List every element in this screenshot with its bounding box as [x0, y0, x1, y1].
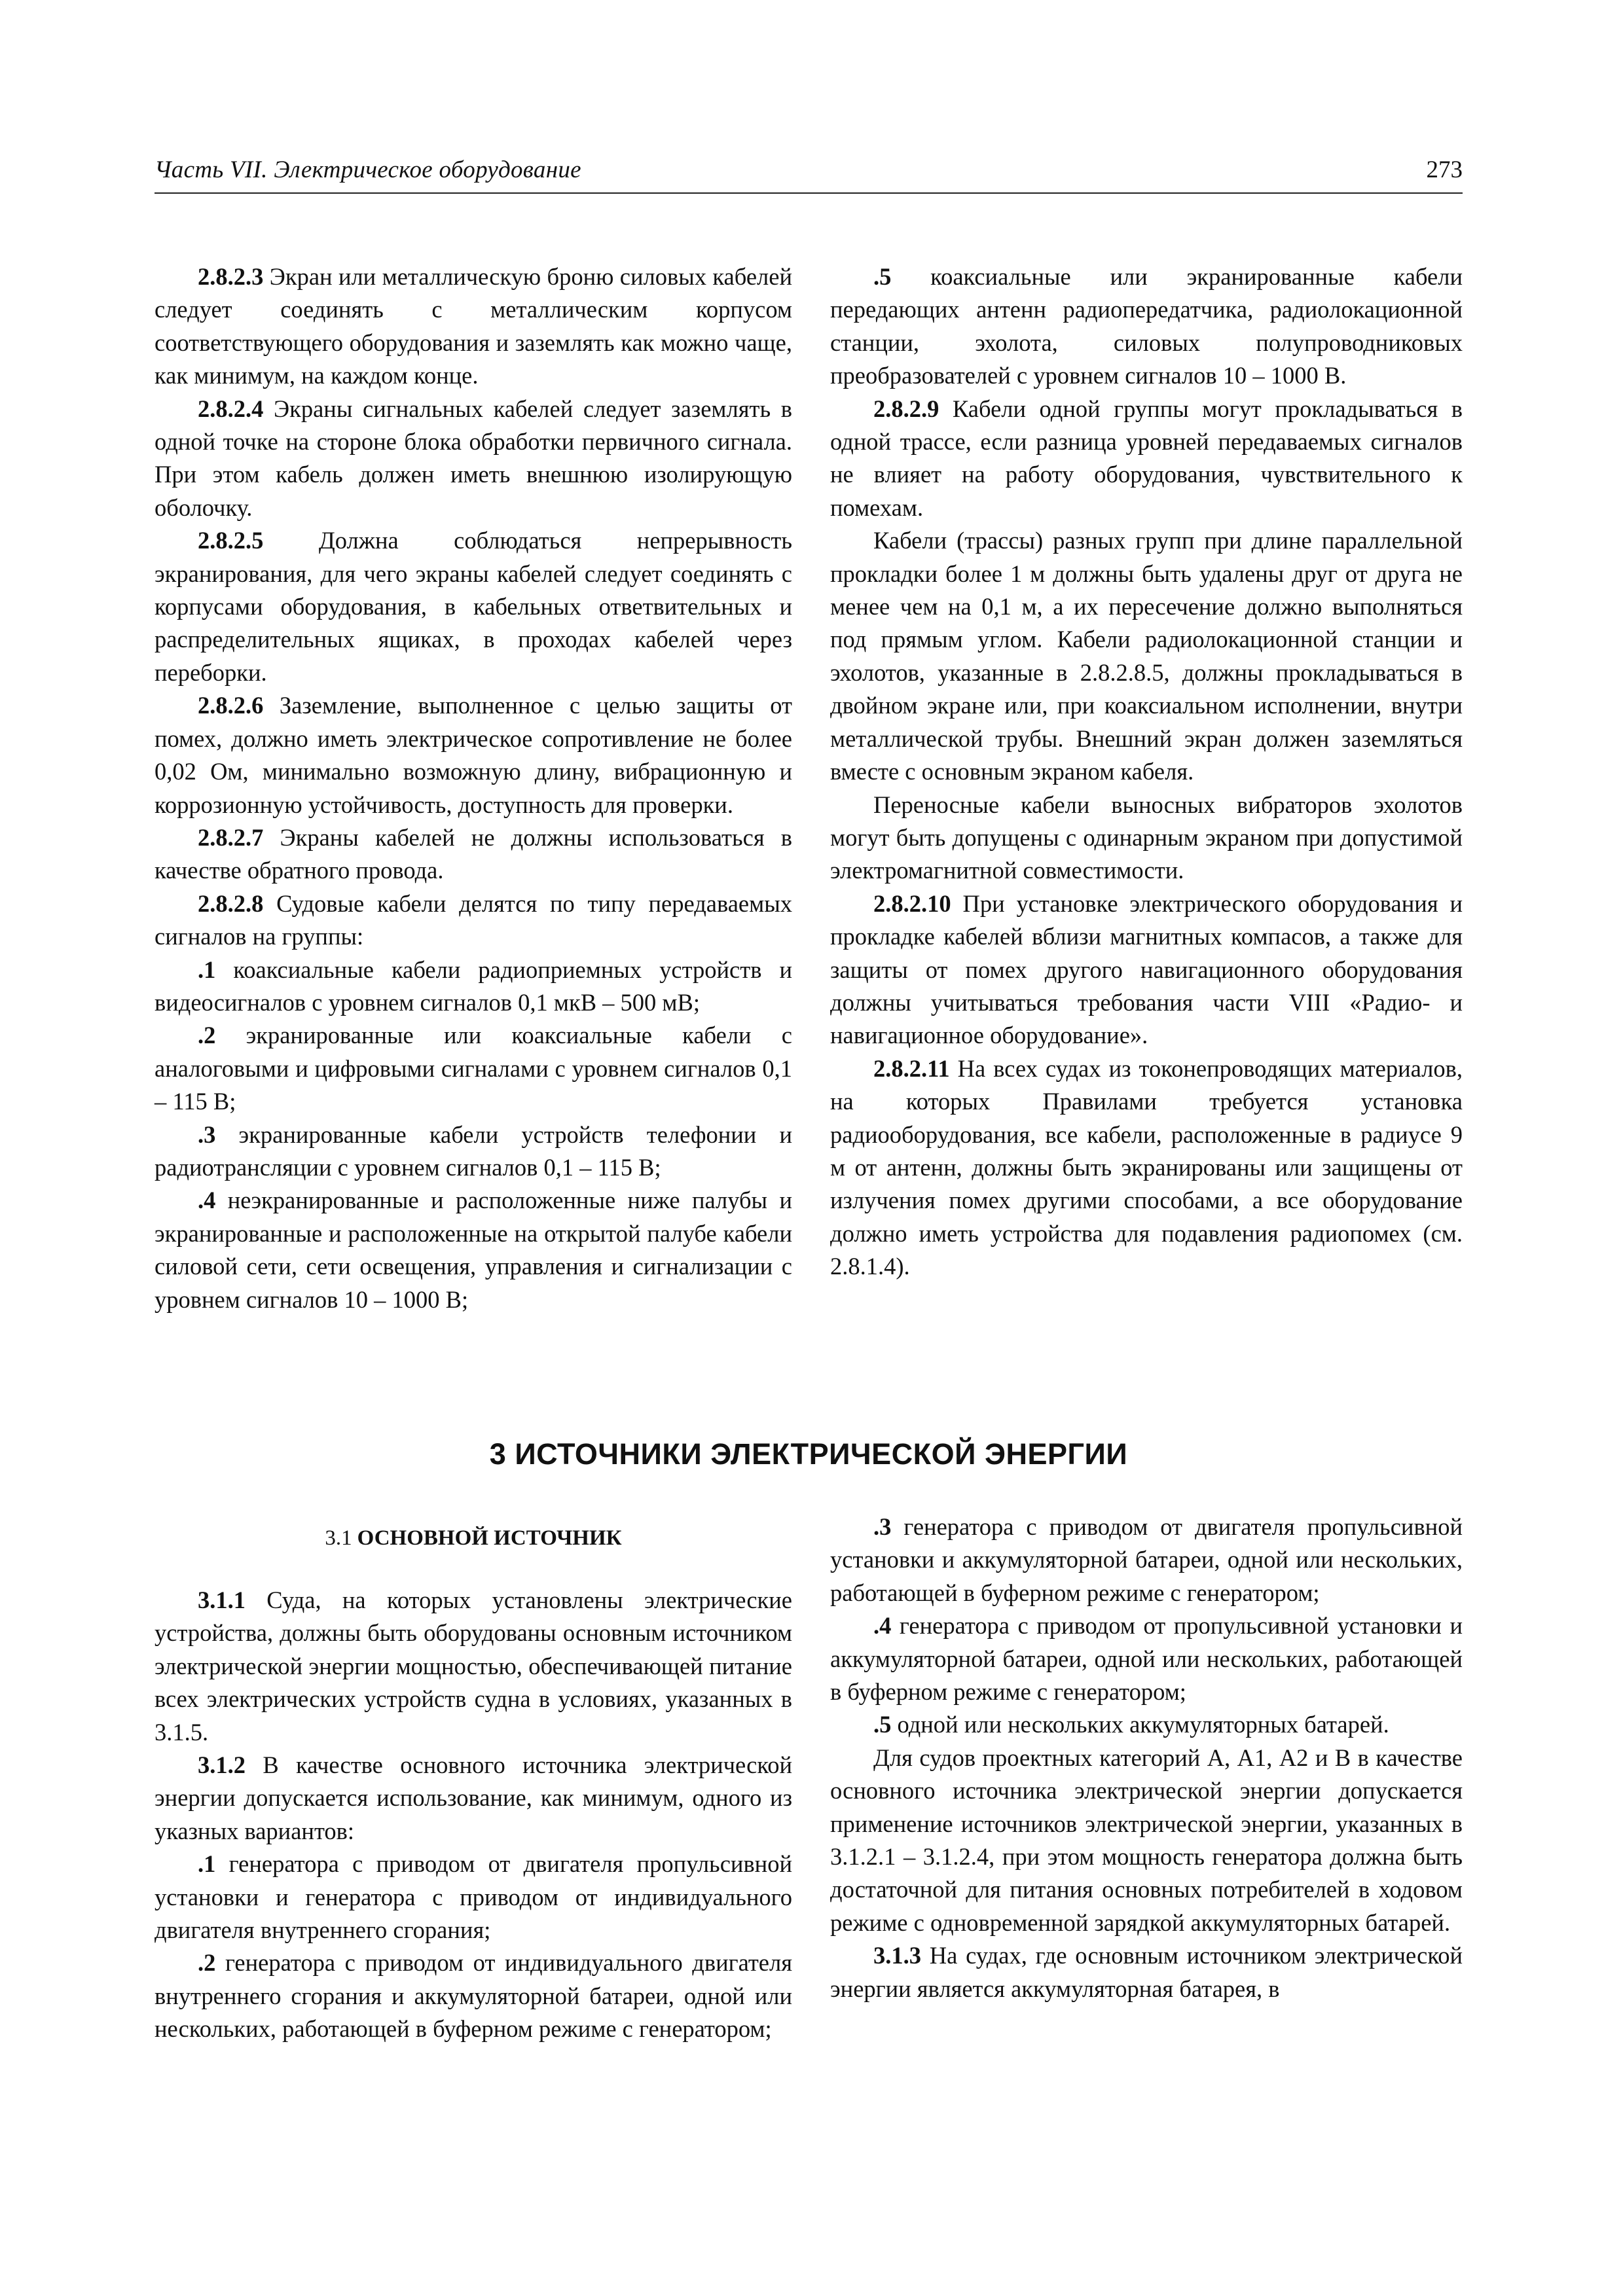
clause-number: 2.8.2.5: [198, 527, 264, 554]
item-number: .5: [873, 263, 892, 290]
clause-number: 3.1.2: [198, 1751, 246, 1779]
paragraph-text: коаксиальные кабели радиоприемных устройств и видеосигналов с уровнем сигналов 0,1 мкВ – 500 мВ;: [155, 956, 792, 1016]
paragraph-text: неэкранированные и расположенные ниже палубы и экранированные и расположенные на открытой палубе кабели силовой сети, сети освещения, управления и сигнализации с уровнем сигналов 10 – 1000 В;: [155, 1187, 792, 1313]
paragraph: [155, 689, 792, 821]
subsection-title: ОСНОВНОЙ ИСТОЧНИК: [357, 1526, 622, 1550]
paragraph-text: одной или нескольких аккумуляторных батарей.: [891, 1711, 1389, 1738]
list-item: [830, 1708, 1463, 1741]
paragraph-text: генератора с приводом от двигателя пропульсивной установки и генератора с приводом от индивидуального двигателя внутреннего сгорания;: [155, 1850, 792, 1944]
list-item: [155, 1119, 792, 1185]
clause-number: 2.8.2.11: [873, 1054, 950, 1082]
paragraph-text: генератора с приводом от пропульсивной установки и аккумуляторной батареи, одной или нескольких, работающей в буферном режиме с генератором;: [830, 1612, 1463, 1706]
header-title: Часть VII. Электрическое оборудование: [155, 156, 581, 183]
paragraph-text: В качестве основного источника электрической энергии допускается использование, как минимум, одного из указных вариантов:: [155, 1751, 792, 1844]
paragraph-text: Суда, на которых установлены электрические устройства, должны быть оборудованы основным источником электрической энергии мощностью, обеспечивающей питание всех электрических устройств судна в условиях, указанных в 3.1.5.: [155, 1587, 792, 1746]
paragraph-text: экранированные кабели устройств телефонии и радиотрансляции с уровнем сигналов 0,1 – 115 В;: [155, 1121, 792, 1181]
paragraph: [830, 524, 1463, 788]
clause-number: 2.8.2.3: [198, 263, 264, 290]
clause-number: 3.1.3: [873, 1942, 921, 1969]
clause-number: 2.8.2.7: [198, 823, 264, 851]
paragraph: [155, 260, 792, 393]
paragraph-text: генератора с приводом от индивидуального двигателя внутреннего сгорания и аккумуляторной батареи, одной или нескольких, работающей в буферном режиме с генератором;: [155, 1949, 792, 2043]
item-number: .2: [198, 1022, 216, 1049]
item-number: .4: [873, 1612, 892, 1640]
paragraph-text: Для судов проектных категорий А, А1, А2 и В в качестве основного источника электрической энергии допускается применение источников электрической энергии, указанных в 3.1.2.1 – 3.1.2.4, при этом мощность генератора должна быть достаточной для питания основных потребителей в ходовом режиме с одновременной зарядкой аккумуляторных батарей.: [830, 1744, 1463, 1936]
item-number: .4: [198, 1187, 216, 1214]
paragraph: [155, 888, 792, 954]
list-item: [830, 1511, 1463, 1609]
paragraph-text: коаксиальные или экранированные кабели передающих антенн радиопередатчика, радиолокационной станции, эхолота, силовых полупроводниковых преобразователей с уровнем сигналов 10 – 1000 В.: [830, 263, 1463, 389]
column-right-bottom: [830, 1511, 1463, 2005]
paragraph-text: Судовые кабели делятся по типу передаваемых сигналов на группы:: [155, 889, 792, 950]
item-number: .3: [873, 1513, 892, 1540]
paragraph: [155, 524, 792, 689]
clause-number: 2.8.2.10: [873, 889, 951, 917]
paragraph: [155, 1584, 792, 1749]
paragraph-text: На судах, где основным источником электрической энергии является аккумуляторная батарея, в: [830, 1942, 1463, 2002]
list-item: [830, 260, 1463, 393]
item-number: .1: [198, 956, 216, 983]
section-heading: 3 ИСТОЧНИКИ ЭЛЕКТРИЧЕСКОЙ ЭНЕРГИИ: [489, 1437, 1128, 1471]
list-item: [155, 1019, 792, 1118]
paragraph: [830, 888, 1463, 1052]
list-item: [155, 1946, 792, 2045]
paragraph-text: Экраны кабелей не должны использоваться в качестве обратного провода.: [155, 823, 792, 884]
paragraph-text: Экран или металлическую броню силовых кабелей следует соединять с металлическим корпусом соответствующего оборудования и заземлять как можно чаще, как минимум, на каждом конце.: [155, 263, 792, 389]
paragraph-text: Кабели одной группы могут прокладываться в одной трассе, если разница уровней передаваемых сигналов не влияет на работу оборудования, чувствительного к помехам.: [830, 395, 1463, 521]
clause-number: 2.8.2.4: [198, 395, 264, 422]
paragraph-text: На всех судах из токонепроводящих материалов, на которых Правилами требуется установка радиооборудования, все кабели, расположенные в радиусе 9 м от антенн, должны быть экранированы или защищены от излучения помех другими способами, а все оборудование должно иметь устройства для подавления радиопомех (см. 2.8.1.4).: [830, 1054, 1463, 1280]
clause-number: 2.8.2.6: [198, 692, 264, 719]
list-item: [830, 1609, 1463, 1708]
subsection-heading: [155, 1526, 792, 1551]
paragraph-text: При установке электрического оборудования и прокладке кабелей вблизи магнитных компасов, а также для защиты от помех другого навигационного оборудования должны учитываться требования части VIII «Радио- и навигационное оборудование».: [830, 889, 1463, 1049]
paragraph-text: Должна соблюдаться непрерывность экранирования, для чего экраны кабелей следует соединять с корпусами оборудования, в кабельных ответвительных и распределительных ящиках, в проходах кабелей через переборки.: [155, 527, 792, 686]
paragraph: [155, 393, 792, 525]
item-number: .3: [198, 1121, 216, 1148]
paragraph: [155, 821, 792, 888]
list-item: [155, 1184, 792, 1316]
paragraph: [830, 1939, 1463, 2005]
paragraph: [830, 789, 1463, 888]
paragraph-text: Кабели (трассы) разных групп при длине параллельной прокладки более 1 м должны быть удалены друг от друга не менее чем на 0,1 м, а их пересечение должно выполняться под прямым углом. Кабели радиолокационной станции и эхолотов, указанные в 2.8.2.8.5, должны прокладываться в двойном экране или, при коаксиальном исполнении, внутри металлической трубы. Внешний экран должен заземляться вместе с основным экраном кабеля.: [830, 527, 1463, 785]
paragraph-text: экранированные или коаксиальные кабели с аналоговыми и цифровыми сигналами с уровнем сигналов 0,1 – 115 В;: [155, 1022, 792, 1115]
column-right-top: [830, 260, 1463, 1283]
clause-number: 3.1.1: [198, 1587, 246, 1613]
running-header: [155, 152, 1463, 194]
item-number: .1: [198, 1850, 216, 1878]
list-item: [155, 954, 792, 1020]
paragraph: [830, 1742, 1463, 1939]
paragraph-text: Переносные кабели выносных вибраторов эхолотов могут быть допущены с одинарным экраном при допустимой электромагнитной совместимости.: [830, 791, 1463, 884]
paragraph: [830, 1052, 1463, 1283]
clause-number: 2.8.2.9: [873, 395, 939, 422]
paragraph: [830, 393, 1463, 525]
item-number: .2: [198, 1949, 216, 1977]
paragraph: [155, 1749, 792, 1848]
column-left-top: [155, 260, 792, 1316]
subsection-number: 3.1: [325, 1526, 352, 1550]
paragraph-text: Заземление, выполненное с целью защиты от помех, должно иметь электрическое сопротивление не более 0,02 Ом, минимально возможную длину, вибрационную и коррозионную устойчивость, доступность для проверки.: [155, 692, 792, 818]
page-number: 273: [1426, 156, 1463, 183]
list-item: [155, 1848, 792, 1946]
item-number: .5: [873, 1711, 892, 1738]
column-left-bottom: [155, 1584, 792, 2046]
paragraph-text: генератора с приводом от двигателя пропульсивной установки и аккумуляторной батареи, одной или нескольких, работающей в буферном режиме с генератором;: [830, 1513, 1463, 1606]
paragraph-text: Экраны сигнальных кабелей следует заземлять в одной точке на стороне блока обработки первичного сигнала. При этом кабель должен иметь внешнюю изолирующую оболочку.: [155, 395, 792, 521]
clause-number: 2.8.2.8: [198, 889, 264, 917]
